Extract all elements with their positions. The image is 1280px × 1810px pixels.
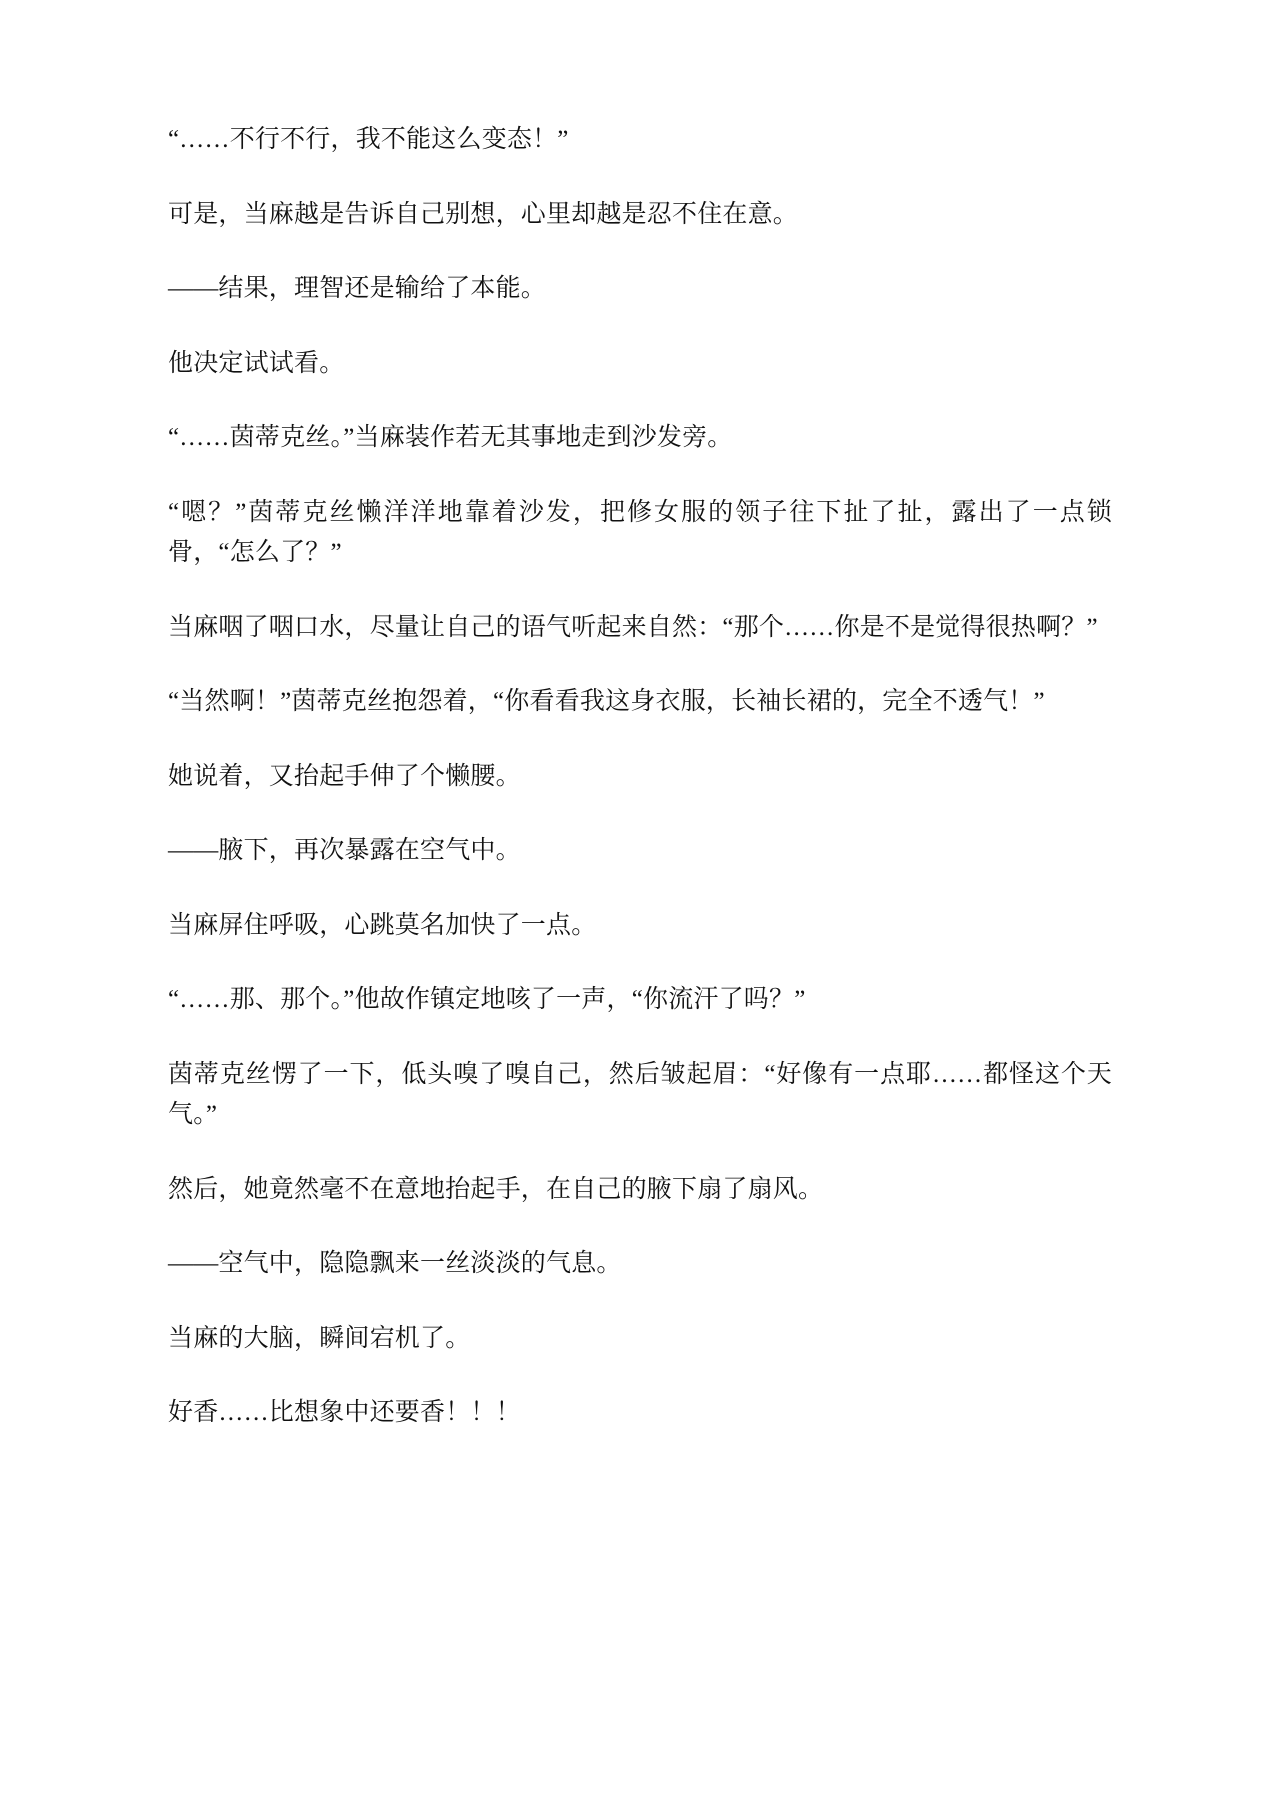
paragraph: 当麻屏住呼吸，心跳莫名加快了一点。 — [168, 911, 597, 939]
paragraph: 然后，她竟然毫不在意地抬起手，在自己的腋下扇了扇风。 — [168, 1175, 824, 1203]
paragraph: 她说着，又抬起手伸了个懒腰。 — [168, 762, 521, 790]
paragraph: “……不行不行，我不能这么变态！” — [168, 126, 569, 153]
paragraph: 当麻的大脑，瞬间宕机了。 — [168, 1324, 471, 1352]
paragraph: ——腋下，再次暴露在空气中。 — [168, 837, 521, 864]
paragraph: ——空气中，隐隐飘来一丝淡淡的气息。 — [168, 1250, 622, 1277]
paragraph: “当然啊！”茵蒂克丝抱怨着，“你看看我这身衣服，长袖长裙的，完全不透气！” — [168, 688, 1045, 715]
paragraph: ——结果，理智还是输给了本能。 — [168, 275, 547, 302]
paragraph: “嗯？”茵蒂克丝懒洋洋地靠着沙发，把修女服的领子往下扯了扯，露出了一点锁骨，“怎么了？” — [168, 498, 1112, 566]
paragraph: 他决定试试看。 — [168, 349, 345, 377]
paragraph: “……茵蒂克丝。”当麻装作若无其事地走到沙发旁。 — [168, 424, 733, 451]
paragraph: 好香……比想象中还要香！！！ — [168, 1399, 521, 1426]
paragraph: 茵蒂克丝愣了一下，低头嗅了嗅自己，然后皱起眉：“好像有一点耶……都怪这个天气。” — [168, 1060, 1112, 1128]
paragraph: 可是，当麻越是告诉自己别想，心里却越是忍不住在意。 — [168, 200, 799, 228]
document-body — [168, 120, 1112, 1434]
paragraph: “……那、那个。”他故作镇定地咳了一声，“你流汗了吗？” — [168, 986, 806, 1013]
paragraph: 当麻咽了咽口水，尽量让自己的语气听起来自然：“那个……你是不是觉得很热啊？” — [168, 613, 1098, 641]
